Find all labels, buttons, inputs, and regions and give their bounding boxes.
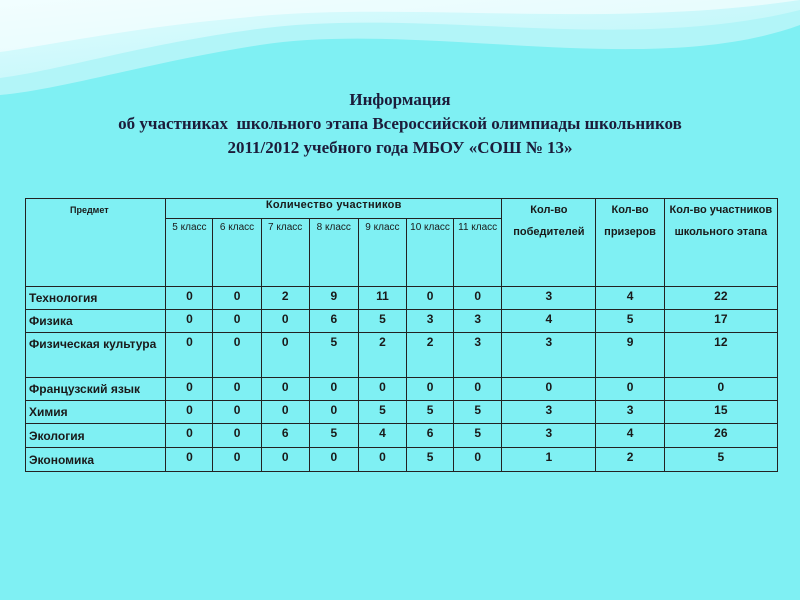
value-cell: 0 bbox=[213, 448, 261, 472]
header-count: Количество участников bbox=[166, 199, 502, 219]
winners-cell: 0 bbox=[502, 378, 596, 401]
value-cell: 0 bbox=[261, 401, 309, 424]
prize-cell: 2 bbox=[596, 448, 664, 472]
value-cell: 0 bbox=[166, 310, 213, 333]
value-cell: 0 bbox=[166, 424, 213, 448]
header-class-9: 9 класс bbox=[358, 219, 406, 287]
value-cell: 9 bbox=[309, 287, 358, 310]
header-class-7: 7 класс bbox=[261, 219, 309, 287]
value-cell: 5 bbox=[358, 310, 406, 333]
winners-cell: 1 bbox=[502, 448, 596, 472]
value-cell: 0 bbox=[358, 448, 406, 472]
total-cell: 5 bbox=[664, 448, 777, 472]
value-cell: 0 bbox=[166, 378, 213, 401]
header-class-5: 5 класс bbox=[166, 219, 213, 287]
value-cell: 2 bbox=[406, 333, 453, 378]
value-cell: 0 bbox=[454, 448, 502, 472]
header-total: Кол-во участников школьного этапа bbox=[664, 199, 777, 287]
value-cell: 0 bbox=[213, 378, 261, 401]
subject-cell: Французский язык bbox=[26, 378, 166, 401]
value-cell: 0 bbox=[309, 448, 358, 472]
value-cell: 0 bbox=[406, 378, 453, 401]
value-cell: 0 bbox=[309, 378, 358, 401]
value-cell: 5 bbox=[309, 424, 358, 448]
subject-cell: Экономика bbox=[26, 448, 166, 472]
title-line-1: Информация bbox=[349, 90, 451, 109]
winners-cell: 3 bbox=[502, 424, 596, 448]
table-row bbox=[26, 310, 778, 333]
total-cell: 15 bbox=[664, 401, 777, 424]
value-cell: 0 bbox=[261, 378, 309, 401]
value-cell: 0 bbox=[166, 448, 213, 472]
value-cell: 3 bbox=[454, 333, 502, 378]
value-cell: 0 bbox=[454, 287, 502, 310]
value-cell: 0 bbox=[213, 287, 261, 310]
value-cell: 0 bbox=[213, 401, 261, 424]
value-cell: 0 bbox=[261, 333, 309, 378]
olympiad-table bbox=[25, 198, 778, 472]
subject-cell: Экология bbox=[26, 424, 166, 448]
prize-cell: 5 bbox=[596, 310, 664, 333]
value-cell: 6 bbox=[261, 424, 309, 448]
prize-cell: 4 bbox=[596, 424, 664, 448]
background-wave bbox=[0, 0, 800, 100]
table-row bbox=[26, 448, 778, 472]
total-cell: 17 bbox=[664, 310, 777, 333]
value-cell: 0 bbox=[261, 310, 309, 333]
subject-cell: Физическая культура bbox=[26, 333, 166, 378]
winners-cell: 4 bbox=[502, 310, 596, 333]
value-cell: 0 bbox=[406, 287, 453, 310]
title-line-3: 2011/2012 учебного года МБОУ «СОШ № 13» bbox=[227, 138, 573, 157]
value-cell: 0 bbox=[309, 401, 358, 424]
value-cell: 5 bbox=[406, 401, 453, 424]
value-cell: 6 bbox=[309, 310, 358, 333]
value-cell: 6 bbox=[406, 424, 453, 448]
subject-cell: Химия bbox=[26, 401, 166, 424]
header-subject: Предмет bbox=[26, 199, 166, 287]
table-row bbox=[26, 378, 778, 401]
prize-cell: 9 bbox=[596, 333, 664, 378]
value-cell: 0 bbox=[358, 378, 406, 401]
table-row bbox=[26, 333, 778, 378]
table-row bbox=[26, 401, 778, 424]
value-cell: 0 bbox=[454, 378, 502, 401]
prize-cell: 3 bbox=[596, 401, 664, 424]
prize-cell: 0 bbox=[596, 378, 664, 401]
total-cell: 0 bbox=[664, 378, 777, 401]
value-cell: 0 bbox=[166, 287, 213, 310]
header-prize: Кол-во призеров bbox=[596, 199, 664, 287]
value-cell: 2 bbox=[261, 287, 309, 310]
total-cell: 22 bbox=[664, 287, 777, 310]
winners-cell: 3 bbox=[502, 333, 596, 378]
header-class-11: 11 класс bbox=[454, 219, 502, 287]
value-cell: 0 bbox=[213, 310, 261, 333]
value-cell: 0 bbox=[166, 333, 213, 378]
value-cell: 5 bbox=[309, 333, 358, 378]
subject-cell: Физика bbox=[26, 310, 166, 333]
table-row bbox=[26, 424, 778, 448]
value-cell: 5 bbox=[406, 448, 453, 472]
total-cell: 26 bbox=[664, 424, 777, 448]
subject-cell: Технология bbox=[26, 287, 166, 310]
value-cell: 11 bbox=[358, 287, 406, 310]
title-line-2: об участниках школьного этапа Всероссийской олимпиады школьников bbox=[118, 114, 682, 133]
value-cell: 0 bbox=[213, 333, 261, 378]
header-winners: Кол-во победителей bbox=[502, 199, 596, 287]
value-cell: 4 bbox=[358, 424, 406, 448]
table-row bbox=[26, 287, 778, 310]
value-cell: 0 bbox=[166, 401, 213, 424]
value-cell: 5 bbox=[454, 424, 502, 448]
header-class-6: 6 класс bbox=[213, 219, 261, 287]
header-class-10: 10 класс bbox=[406, 219, 453, 287]
value-cell: 2 bbox=[358, 333, 406, 378]
header-class-8: 8 класс bbox=[309, 219, 358, 287]
prize-cell: 4 bbox=[596, 287, 664, 310]
winners-cell: 3 bbox=[502, 287, 596, 310]
winners-cell: 3 bbox=[502, 401, 596, 424]
value-cell: 0 bbox=[261, 448, 309, 472]
value-cell: 3 bbox=[406, 310, 453, 333]
value-cell: 0 bbox=[213, 424, 261, 448]
value-cell: 5 bbox=[454, 401, 502, 424]
value-cell: 3 bbox=[454, 310, 502, 333]
value-cell: 5 bbox=[358, 401, 406, 424]
total-cell: 12 bbox=[664, 333, 777, 378]
page-title bbox=[0, 88, 800, 160]
